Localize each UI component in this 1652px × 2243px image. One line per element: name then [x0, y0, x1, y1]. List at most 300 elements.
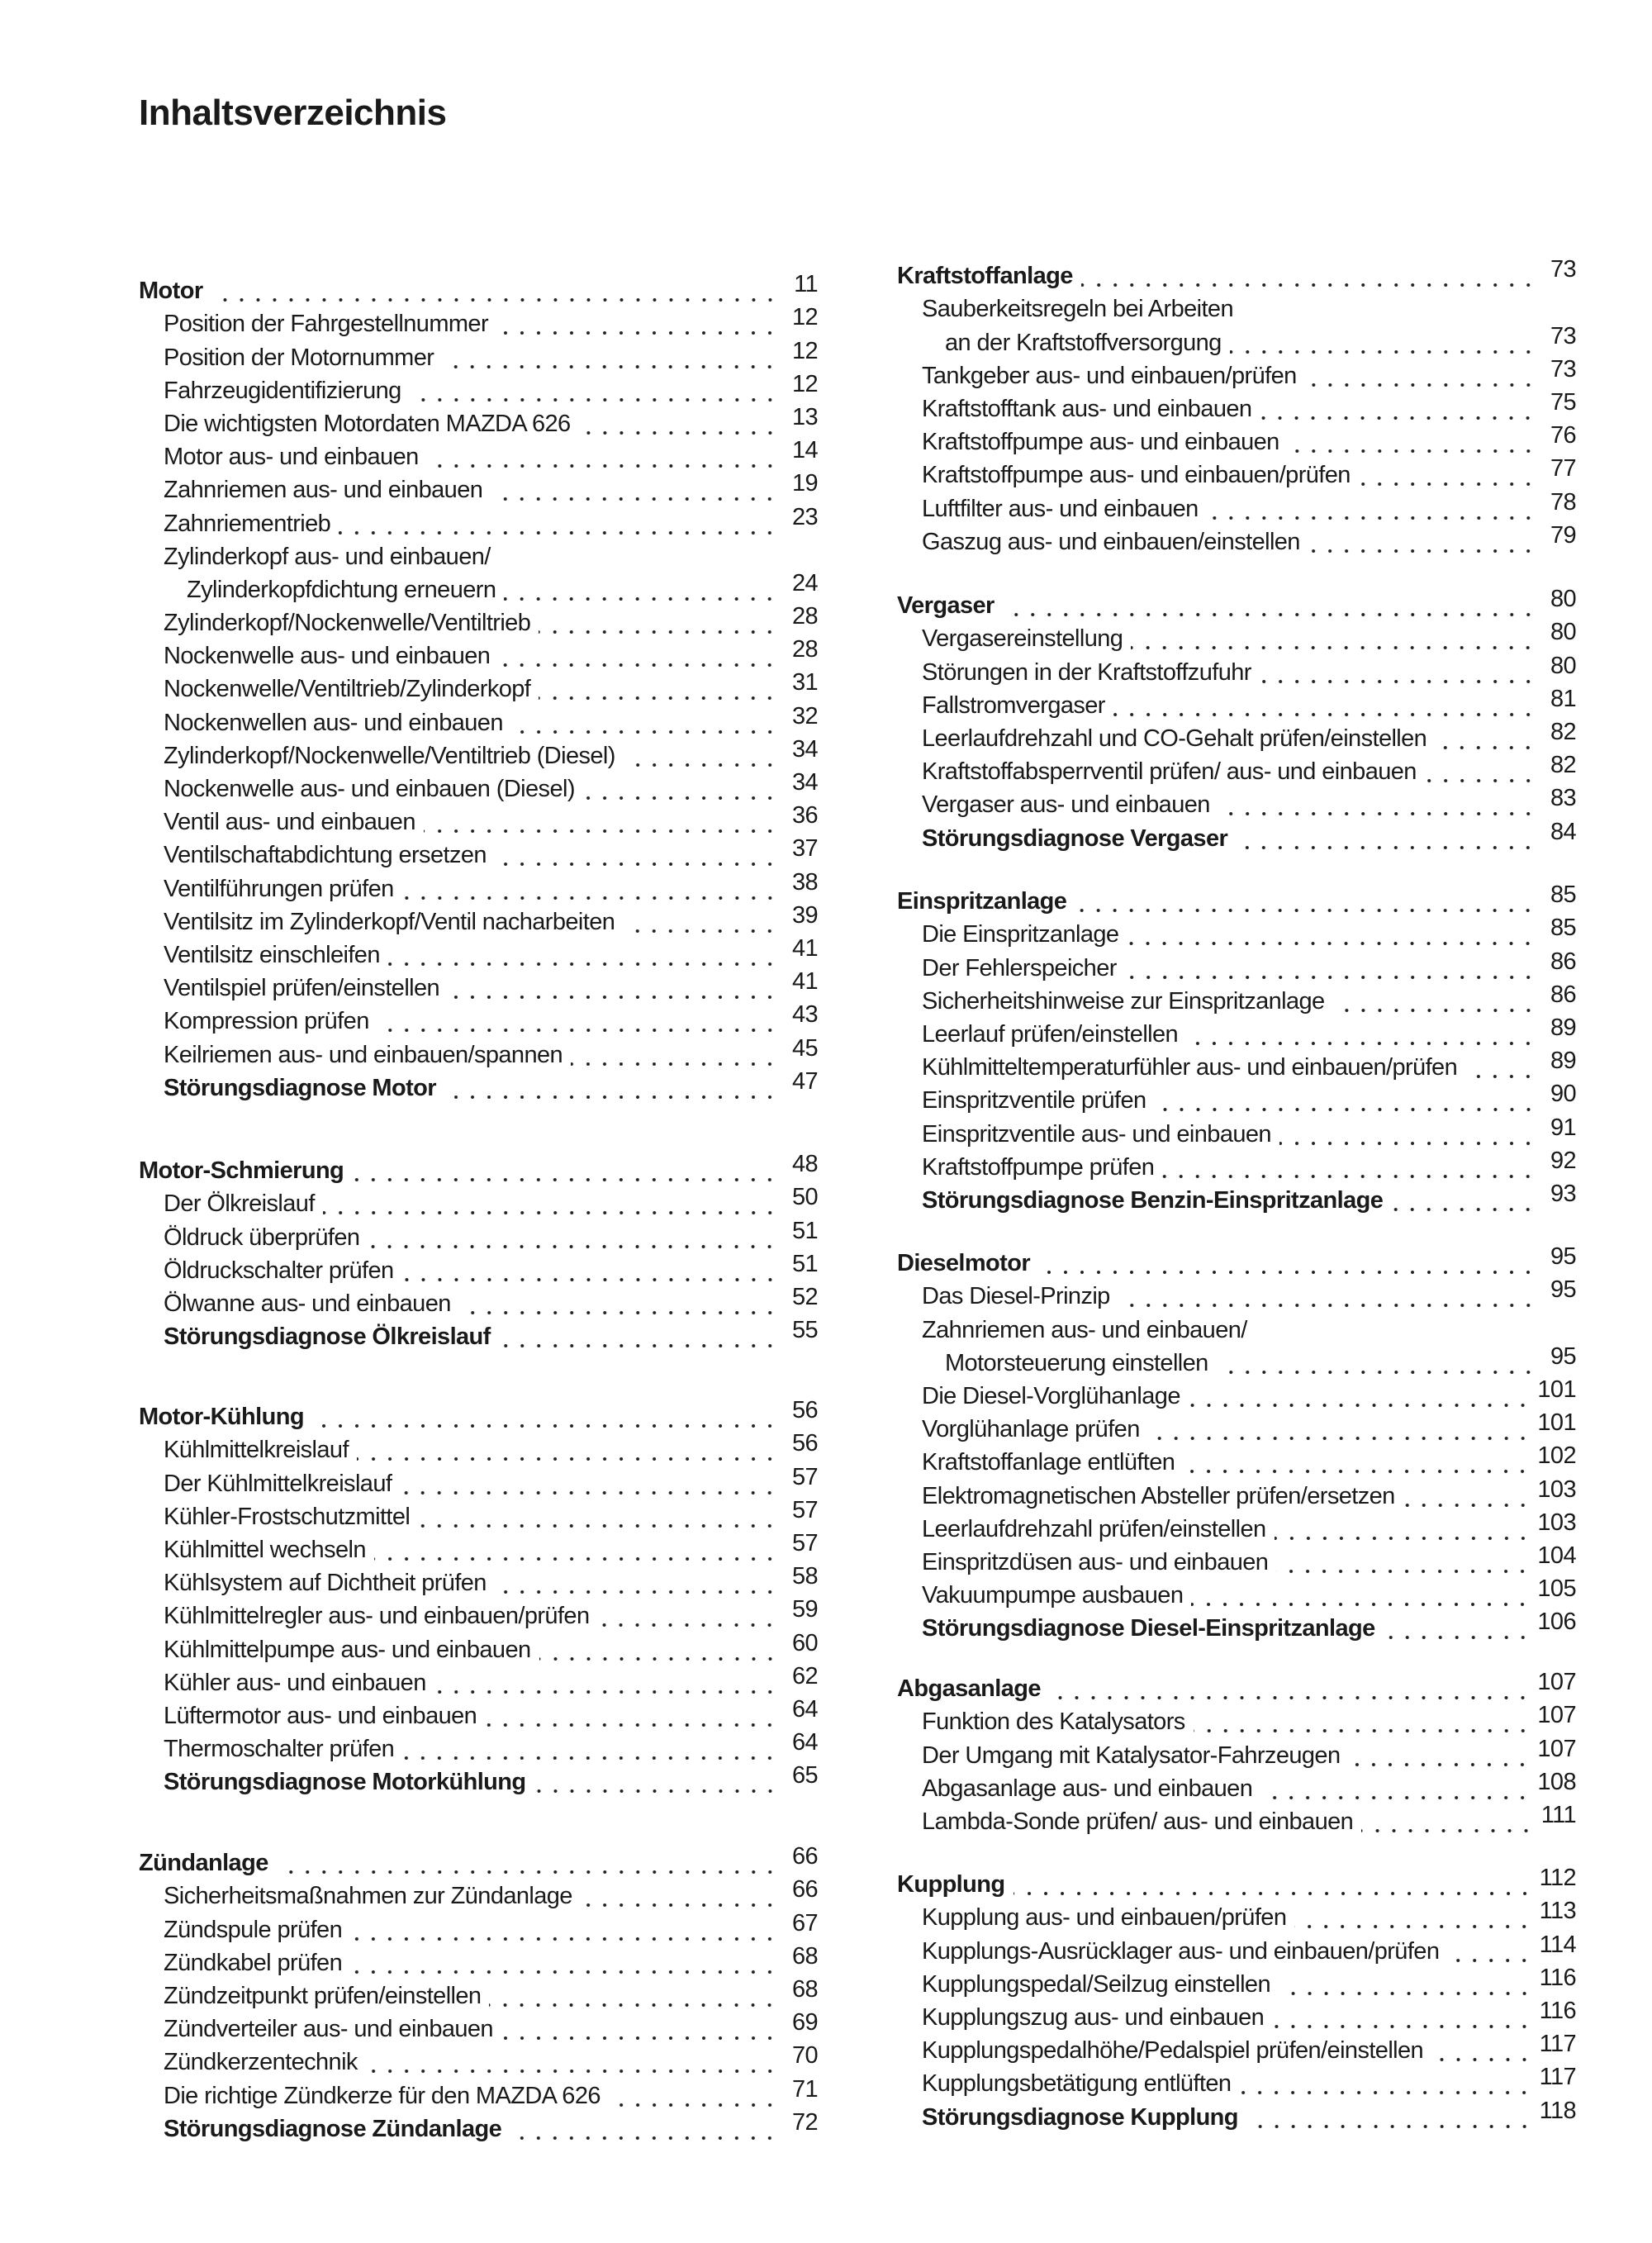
leader-dots — [1465, 1070, 1536, 1080]
leader-dots — [1191, 1598, 1531, 1608]
toc-entry[interactable] — [897, 785, 1576, 822]
page-number: 52 — [791, 1283, 818, 1310]
leader-dots — [350, 1965, 778, 1975]
entry-title: Kraftstoffpumpe aus- und einbauen/prüfen — [922, 462, 1351, 489]
toc-entry[interactable] — [897, 422, 1576, 459]
toc-entry[interactable] — [139, 1942, 818, 1980]
leader-dots — [352, 1173, 778, 1183]
entry-title: Zündzeitpunkt prüfen/einstellen — [164, 1982, 482, 2009]
leader-dots — [1113, 708, 1536, 718]
toc-entry[interactable] — [139, 1596, 818, 1633]
leader-dots — [377, 1024, 778, 1034]
leader-dots — [357, 1452, 778, 1462]
leader-dots — [495, 1585, 778, 1595]
toc-entry[interactable] — [139, 735, 818, 773]
page-number: 59 — [791, 1596, 818, 1623]
entry-title: Position der Motornummer — [164, 344, 434, 371]
leader-dots — [504, 592, 778, 602]
toc-entry[interactable] — [897, 619, 1576, 656]
entry-title: Störungsdiagnose Vergaser — [922, 824, 1228, 852]
entry-title: Ventilsitz im Zylinderkopf/Ventil nacharbeiten — [164, 908, 615, 935]
page-number: 28 — [791, 636, 818, 663]
leader-dots — [1272, 2020, 1532, 2030]
entry-title: Störungsdiagnose Diesel-Einspritzanlage — [922, 1615, 1375, 1642]
section-heading[interactable] — [139, 271, 818, 308]
leader-dots — [1049, 1691, 1531, 1701]
section-heading[interactable] — [897, 1669, 1576, 1706]
entry-title: Lüftermotor aus- und einbauen — [164, 1702, 477, 1729]
page-number: 83 — [1550, 785, 1576, 812]
page-number: 80 — [1550, 586, 1576, 613]
page-number: 91 — [1550, 1114, 1576, 1141]
leader-dots — [323, 1206, 778, 1216]
entry-title: Kraftstoffpumpe prüfen — [922, 1153, 1155, 1181]
leader-dots — [1183, 1465, 1531, 1475]
section-heading[interactable] — [139, 1151, 818, 1188]
page-number: 107 — [1537, 1702, 1576, 1729]
page-number: 41 — [791, 968, 818, 996]
toc-entry[interactable] — [897, 1276, 1576, 1314]
leader-dots — [510, 2131, 778, 2141]
toc-entry-diagnosis[interactable] — [897, 1180, 1576, 1218]
toc-entry[interactable] — [897, 981, 1576, 1019]
toc-entry[interactable] — [139, 1034, 818, 1072]
entry-title: Zahnriemen aus- und einbauen/ — [922, 1316, 1247, 1343]
leader-dots — [1162, 1170, 1536, 1180]
leader-dots — [583, 791, 778, 801]
toc-entry[interactable] — [139, 835, 818, 872]
entry-title: Vorglühanlage prüfen — [922, 1416, 1140, 1443]
leader-dots — [1236, 841, 1536, 851]
page-number: 36 — [791, 802, 818, 829]
toc-entry[interactable] — [897, 1575, 1576, 1613]
page-number: 56 — [791, 1397, 818, 1424]
toc-entry-diagnosis[interactable] — [897, 2097, 1576, 2134]
toc-entry[interactable] — [897, 1314, 1576, 1347]
page-number: 55 — [791, 1317, 818, 1344]
toc-entry-continuation[interactable] — [139, 569, 818, 607]
toc-entry[interactable] — [139, 901, 818, 939]
toc-entry[interactable] — [139, 1001, 818, 1038]
leader-dots — [534, 1784, 778, 1794]
section-heading[interactable] — [897, 1243, 1576, 1281]
entry-title: Ventilschaftabdichtung ersetzen — [164, 842, 487, 869]
toc-entry[interactable] — [139, 1662, 818, 1700]
entry-title: Abgasanlage aus- und einbauen — [922, 1775, 1253, 1802]
entry-title: Zündkabel prüfen — [164, 1949, 343, 1976]
page-number: 19 — [791, 470, 818, 497]
leader-dots — [1003, 608, 1536, 618]
toc-entry[interactable] — [897, 915, 1576, 952]
entry-title: Kühler-Frostschutzmittel — [164, 1503, 411, 1530]
leader-dots — [1014, 1887, 1533, 1897]
section-heading[interactable] — [897, 586, 1576, 623]
page-number: 57 — [791, 1529, 818, 1556]
page-number: 84 — [1550, 818, 1576, 845]
entry-title: Störungen in der Kraftstoffzufuhr — [922, 658, 1251, 686]
page-number: 41 — [791, 934, 818, 962]
leader-dots — [427, 459, 778, 469]
toc-entry[interactable] — [897, 1476, 1576, 1513]
page-number: 31 — [791, 669, 818, 696]
leader-dots — [459, 1306, 778, 1316]
entry-title: Das Diesel-Prinzip — [922, 1283, 1110, 1310]
entry-title: Nockenwellen aus- und einbauen — [164, 709, 503, 736]
leader-dots — [1279, 1137, 1536, 1147]
leader-dots — [511, 725, 778, 735]
leader-dots — [1403, 1499, 1531, 1509]
entry-title: Die Diesel-Vorglühanlage — [922, 1382, 1180, 1409]
toc-entry[interactable] — [897, 1081, 1576, 1118]
page-number: 34 — [791, 735, 818, 763]
entry-title: Zylinderkopf/Nockenwelle/Ventiltrieb (Diesel) — [164, 742, 615, 769]
toc-entry[interactable] — [139, 541, 818, 574]
toc-section — [897, 882, 1576, 1218]
leader-dots — [1359, 478, 1536, 487]
page-number: 117 — [1539, 2064, 1576, 2091]
entry-title: Zündspule prüfen — [164, 1916, 343, 1943]
entry-title: Lambda-Sonde prüfen/ aus- und einbauen — [922, 1808, 1354, 1835]
toc-entry-diagnosis[interactable] — [139, 1317, 818, 1354]
toc-entry[interactable] — [139, 934, 818, 972]
toc-entry[interactable] — [139, 1283, 818, 1321]
toc-entry-diagnosis[interactable] — [897, 818, 1576, 855]
toc-entry-diagnosis[interactable] — [897, 1609, 1576, 1646]
entry-title: Ventilsitz einschleifen — [164, 941, 380, 968]
page-number: 68 — [791, 1942, 818, 1970]
entry-title: Öldruck überprüfen — [164, 1224, 360, 1251]
leader-dots — [366, 2065, 778, 2074]
toc-entry[interactable] — [139, 636, 818, 673]
toc-section — [897, 256, 1576, 559]
toc-entry[interactable] — [897, 455, 1576, 492]
leader-dots — [418, 1519, 778, 1529]
page-number: 111 — [1540, 1801, 1576, 1828]
toc-entry[interactable] — [139, 1909, 818, 1946]
toc-entry[interactable] — [139, 669, 818, 706]
toc-entry[interactable] — [139, 1876, 818, 1913]
leader-dots — [1125, 971, 1536, 981]
entry-title: Vergasereinstellung — [922, 625, 1123, 653]
section-heading[interactable] — [139, 1397, 818, 1434]
toc-section — [897, 1865, 1576, 2135]
leader-dots — [1294, 1920, 1532, 1930]
toc-entry[interactable] — [139, 2009, 818, 2046]
entry-title: Die wichtigsten Motordaten MAZDA 626 — [164, 410, 571, 437]
page-number: 80 — [1550, 652, 1576, 679]
entry-title: Leerlauf prüfen/einstellen — [922, 1020, 1179, 1048]
toc-entry[interactable] — [897, 355, 1576, 393]
leader-dots — [571, 1057, 778, 1067]
toc-entry[interactable] — [139, 968, 818, 1005]
toc-entry[interactable] — [139, 1184, 818, 1221]
leader-dots — [277, 1865, 778, 1875]
toc-entry[interactable] — [897, 948, 1576, 985]
entry-title: Ventilführungen prüfen — [164, 875, 394, 902]
entry-title: Thermoschalter prüfen — [164, 1736, 395, 1763]
leader-dots — [539, 625, 778, 635]
page-number: 116 — [1539, 1997, 1576, 2024]
section-heading[interactable] — [897, 256, 1576, 293]
toc-entry[interactable] — [897, 1114, 1576, 1151]
toc-entry[interactable] — [897, 718, 1576, 756]
entry-title: Störungsdiagnose Benzin-Einspritzanlage — [922, 1186, 1384, 1214]
entry-title: Der Umgang mit Katalysator-Fahrzeugen — [922, 1742, 1341, 1769]
toc-entry[interactable] — [139, 503, 818, 540]
page-number: 58 — [791, 1563, 818, 1590]
page-number: 69 — [791, 2009, 818, 2036]
page-number: 103 — [1537, 1509, 1576, 1536]
leader-dots — [410, 393, 778, 403]
page-number: 82 — [1550, 718, 1576, 745]
leader-dots — [1435, 741, 1536, 751]
toc-entry-diagnosis[interactable] — [139, 1762, 818, 1799]
toc-entry[interactable] — [897, 1376, 1576, 1414]
page-number: 12 — [791, 304, 818, 331]
entry-title: Kupplungsbetätigung entlüften — [922, 2070, 1232, 2098]
leader-dots — [1038, 1266, 1536, 1276]
entry-title: Kühlmittelpumpe aus- und einbauen — [164, 1636, 531, 1663]
page-number: 11 — [794, 271, 818, 298]
leader-dots — [1305, 378, 1536, 388]
page-number: 78 — [1550, 488, 1576, 516]
entry-title: Zahnriemen aus- und einbauen — [164, 477, 483, 504]
entry-title: Motor aus- und einbauen — [164, 444, 419, 471]
leader-dots — [1333, 1004, 1536, 1014]
entry-title: Kühlmittel wechseln — [164, 1536, 366, 1563]
leader-dots — [1217, 1366, 1536, 1376]
toc-entry[interactable] — [897, 521, 1576, 559]
toc-entry[interactable] — [897, 293, 1576, 326]
toc-entry[interactable] — [897, 1768, 1576, 1806]
entry-title: Kraftstoffabsperrventil prüfen/ aus- und einbauen — [922, 758, 1417, 786]
toc-entry[interactable] — [139, 1975, 818, 2013]
toc-section — [139, 1151, 818, 1354]
toc-section — [897, 1669, 1576, 1839]
leader-dots — [444, 1091, 778, 1100]
entry-title: Störungsdiagnose Motor — [164, 1074, 436, 1101]
entry-title: Kupplung aus- und einbauen/prüfen — [922, 1904, 1287, 1932]
entry-title: Zylinderkopf/Nockenwelle/Ventiltrieb — [164, 610, 531, 637]
entry-title: Vakuumpumpe ausbauen — [922, 1582, 1184, 1609]
entry-title: Kühlmitteltemperaturfühler aus- und einbauen/prüfen — [922, 1054, 1458, 1081]
page-number: 112 — [1539, 1865, 1576, 1892]
leader-dots — [1384, 1631, 1531, 1641]
entry-title: Sicherheitsmaßnahmen zur Zündanlage — [164, 1883, 572, 1910]
toc-entry[interactable] — [139, 1217, 818, 1254]
leader-dots — [491, 492, 778, 502]
entry-title: Kupplungspedal/Seilzug einstellen — [922, 1970, 1270, 1998]
page-number: 105 — [1537, 1575, 1576, 1603]
toc-entry[interactable] — [139, 868, 818, 905]
page-number: 28 — [791, 603, 818, 630]
entry-title: Zündverteiler aus- und einbauen — [164, 2016, 493, 2043]
entry-title: Kraftstoffanlage — [897, 263, 1073, 290]
leader-dots — [402, 891, 778, 901]
entry-title: Abgasanlage — [897, 1675, 1041, 1703]
entry-title: Luftfilter aus- und einbauen — [922, 495, 1199, 522]
toc-entry[interactable] — [897, 2031, 1576, 2068]
page-number: 50 — [791, 1184, 818, 1211]
toc-entry-continuation[interactable] — [897, 322, 1576, 359]
entry-title: Dieselmotor — [897, 1250, 1030, 1277]
leader-dots — [489, 1998, 778, 2008]
leader-dots — [1361, 1824, 1535, 1834]
entry-title: Sauberkeitsregeln bei Arbeiten — [922, 296, 1233, 323]
toc-entry[interactable] — [897, 1702, 1576, 1739]
page-number: 77 — [1550, 455, 1576, 482]
entry-title: Nockenwelle aus- und einbauen — [164, 643, 491, 670]
entry-title: Nockenwelle/Ventiltrieb/Zylinderkopf — [164, 676, 531, 703]
toc-entry[interactable] — [139, 470, 818, 507]
page-number: 73 — [1550, 322, 1576, 349]
page-number: 43 — [791, 1001, 818, 1029]
page-title: Inhaltsverzeichnis — [139, 93, 447, 133]
toc-entry[interactable] — [139, 1529, 818, 1567]
toc-entry[interactable] — [897, 2064, 1576, 2101]
page-number: 39 — [791, 901, 818, 929]
toc-entry[interactable] — [897, 1542, 1576, 1580]
leader-dots — [1431, 2053, 1532, 2063]
leader-dots — [581, 1898, 778, 1908]
toc-entry[interactable] — [139, 403, 818, 441]
toc-entry[interactable] — [139, 2042, 818, 2079]
entry-title: Vergaser aus- und einbauen — [922, 791, 1210, 819]
leader-dots — [434, 1685, 778, 1695]
toc-entry[interactable] — [139, 1496, 818, 1534]
toc-entry[interactable] — [897, 1014, 1576, 1052]
toc-entry[interactable] — [139, 769, 818, 806]
leader-dots — [539, 1652, 778, 1662]
leader-dots — [496, 326, 778, 336]
page-number: 73 — [1550, 355, 1576, 383]
toc-entry[interactable] — [139, 802, 818, 839]
toc-entry[interactable] — [897, 1147, 1576, 1185]
page-number: 104 — [1537, 1542, 1576, 1569]
entry-title: Störungsdiagnose Motorkühlung — [164, 1769, 526, 1796]
page-number: 95 — [1550, 1276, 1576, 1304]
toc-entry[interactable] — [139, 1250, 818, 1288]
toc-entry[interactable] — [139, 437, 818, 474]
toc-entry[interactable] — [897, 388, 1576, 426]
leader-dots — [1391, 1203, 1536, 1213]
leader-dots — [1288, 444, 1536, 454]
toc-entry[interactable] — [897, 1735, 1576, 1772]
page-number: 62 — [791, 1662, 818, 1689]
toc-entry-diagnosis[interactable] — [139, 2108, 818, 2146]
page-number: 73 — [1550, 256, 1576, 283]
leader-dots — [402, 1273, 778, 1283]
toc-entry-continuation[interactable] — [897, 1342, 1576, 1380]
entry-title: Kühlmittelregler aus- und einbauen/prüfen — [164, 1603, 590, 1630]
entry-title: Die Einspritzanlage — [922, 921, 1119, 948]
toc-entry[interactable] — [139, 1629, 818, 1666]
page-number: 79 — [1550, 521, 1576, 549]
leader-dots — [1246, 2120, 1533, 2130]
leader-dots — [1275, 1532, 1531, 1542]
leader-dots — [1075, 904, 1536, 914]
entry-title: Kühlmittelkreislauf — [164, 1437, 349, 1464]
leader-dots — [1186, 1037, 1536, 1047]
toc-entry[interactable] — [139, 1563, 818, 1600]
toc-entry[interactable] — [897, 752, 1576, 789]
toc-entry[interactable] — [139, 304, 818, 341]
toc-entry[interactable] — [139, 370, 818, 408]
entry-title: Zylinderkopfdichtung erneuern — [187, 576, 496, 603]
page-number: 51 — [791, 1217, 818, 1244]
page-number: 103 — [1537, 1476, 1576, 1503]
page-number: 66 — [791, 1876, 818, 1903]
section-heading[interactable] — [897, 1865, 1576, 1902]
toc-entry[interactable] — [897, 1997, 1576, 2035]
toc-entry[interactable] — [139, 1463, 818, 1500]
toc-entry[interactable] — [897, 1442, 1576, 1480]
page-number: 71 — [791, 2075, 818, 2103]
leader-dots — [1308, 544, 1536, 554]
toc-entry[interactable] — [897, 1801, 1576, 1839]
entry-title: Die richtige Zündkerze für den MAZDA 626 — [164, 2082, 601, 2109]
toc-entry[interactable] — [897, 1931, 1576, 1968]
toc-entry[interactable] — [897, 685, 1576, 723]
toc-entry-diagnosis[interactable] — [139, 1067, 818, 1105]
toc-entry[interactable] — [897, 1048, 1576, 1085]
page-number: 106 — [1537, 1609, 1576, 1636]
toc-entry[interactable] — [897, 652, 1576, 689]
leader-dots — [1260, 1791, 1531, 1801]
toc-entry[interactable] — [139, 603, 818, 640]
page-number: 14 — [791, 437, 818, 464]
toc-entry[interactable] — [139, 1729, 818, 1766]
toc-entry[interactable] — [897, 488, 1576, 525]
page-number: 65 — [791, 1762, 818, 1789]
entry-title: Kupplungspedalhöhe/Pedalspiel prüfen/einstellen — [922, 2037, 1424, 2065]
leader-dots — [1148, 1432, 1531, 1442]
toc-entry[interactable] — [897, 1509, 1576, 1547]
leader-dots — [388, 958, 778, 967]
page-number: 107 — [1537, 1735, 1576, 1762]
section-heading[interactable] — [897, 882, 1576, 919]
entry-title: Der Ölkreislauf — [164, 1190, 315, 1218]
page-number: 86 — [1550, 948, 1576, 975]
page-number: 38 — [791, 868, 818, 896]
toc-entry[interactable] — [139, 702, 818, 739]
leader-dots — [1348, 1758, 1531, 1768]
entry-title: Funktion des Katalysators — [922, 1708, 1185, 1736]
leader-dots — [339, 526, 778, 536]
leader-dots — [211, 293, 778, 303]
entry-title: Keilriemen aus- und einbauen/spannen — [164, 1041, 563, 1068]
page-number: 92 — [1550, 1147, 1576, 1174]
section-heading[interactable] — [139, 1843, 818, 1880]
leader-dots — [1276, 1565, 1531, 1575]
toc-entry[interactable] — [139, 2075, 818, 2112]
page-number: 67 — [791, 1909, 818, 1936]
toc-entry[interactable] — [897, 1898, 1576, 1935]
toc-entry[interactable] — [897, 1964, 1576, 2002]
page-number: 57 — [791, 1463, 818, 1490]
toc-entry[interactable] — [897, 1409, 1576, 1447]
entry-title: Kraftstoffanlage entlüften — [922, 1449, 1175, 1476]
toc-entry[interactable] — [139, 1695, 818, 1733]
entry-title: Kraftstofftank aus- und einbauen — [922, 395, 1252, 422]
entry-title: Einspritzventile prüfen — [922, 1087, 1146, 1114]
toc-entry[interactable] — [139, 1430, 818, 1467]
page-number: 117 — [1539, 2031, 1576, 2058]
leader-dots — [1279, 1987, 1533, 1997]
toc-section — [897, 586, 1576, 856]
entry-title: Kraftstoffpumpe aus- und einbauen — [922, 429, 1279, 456]
toc-entry[interactable] — [139, 337, 818, 374]
